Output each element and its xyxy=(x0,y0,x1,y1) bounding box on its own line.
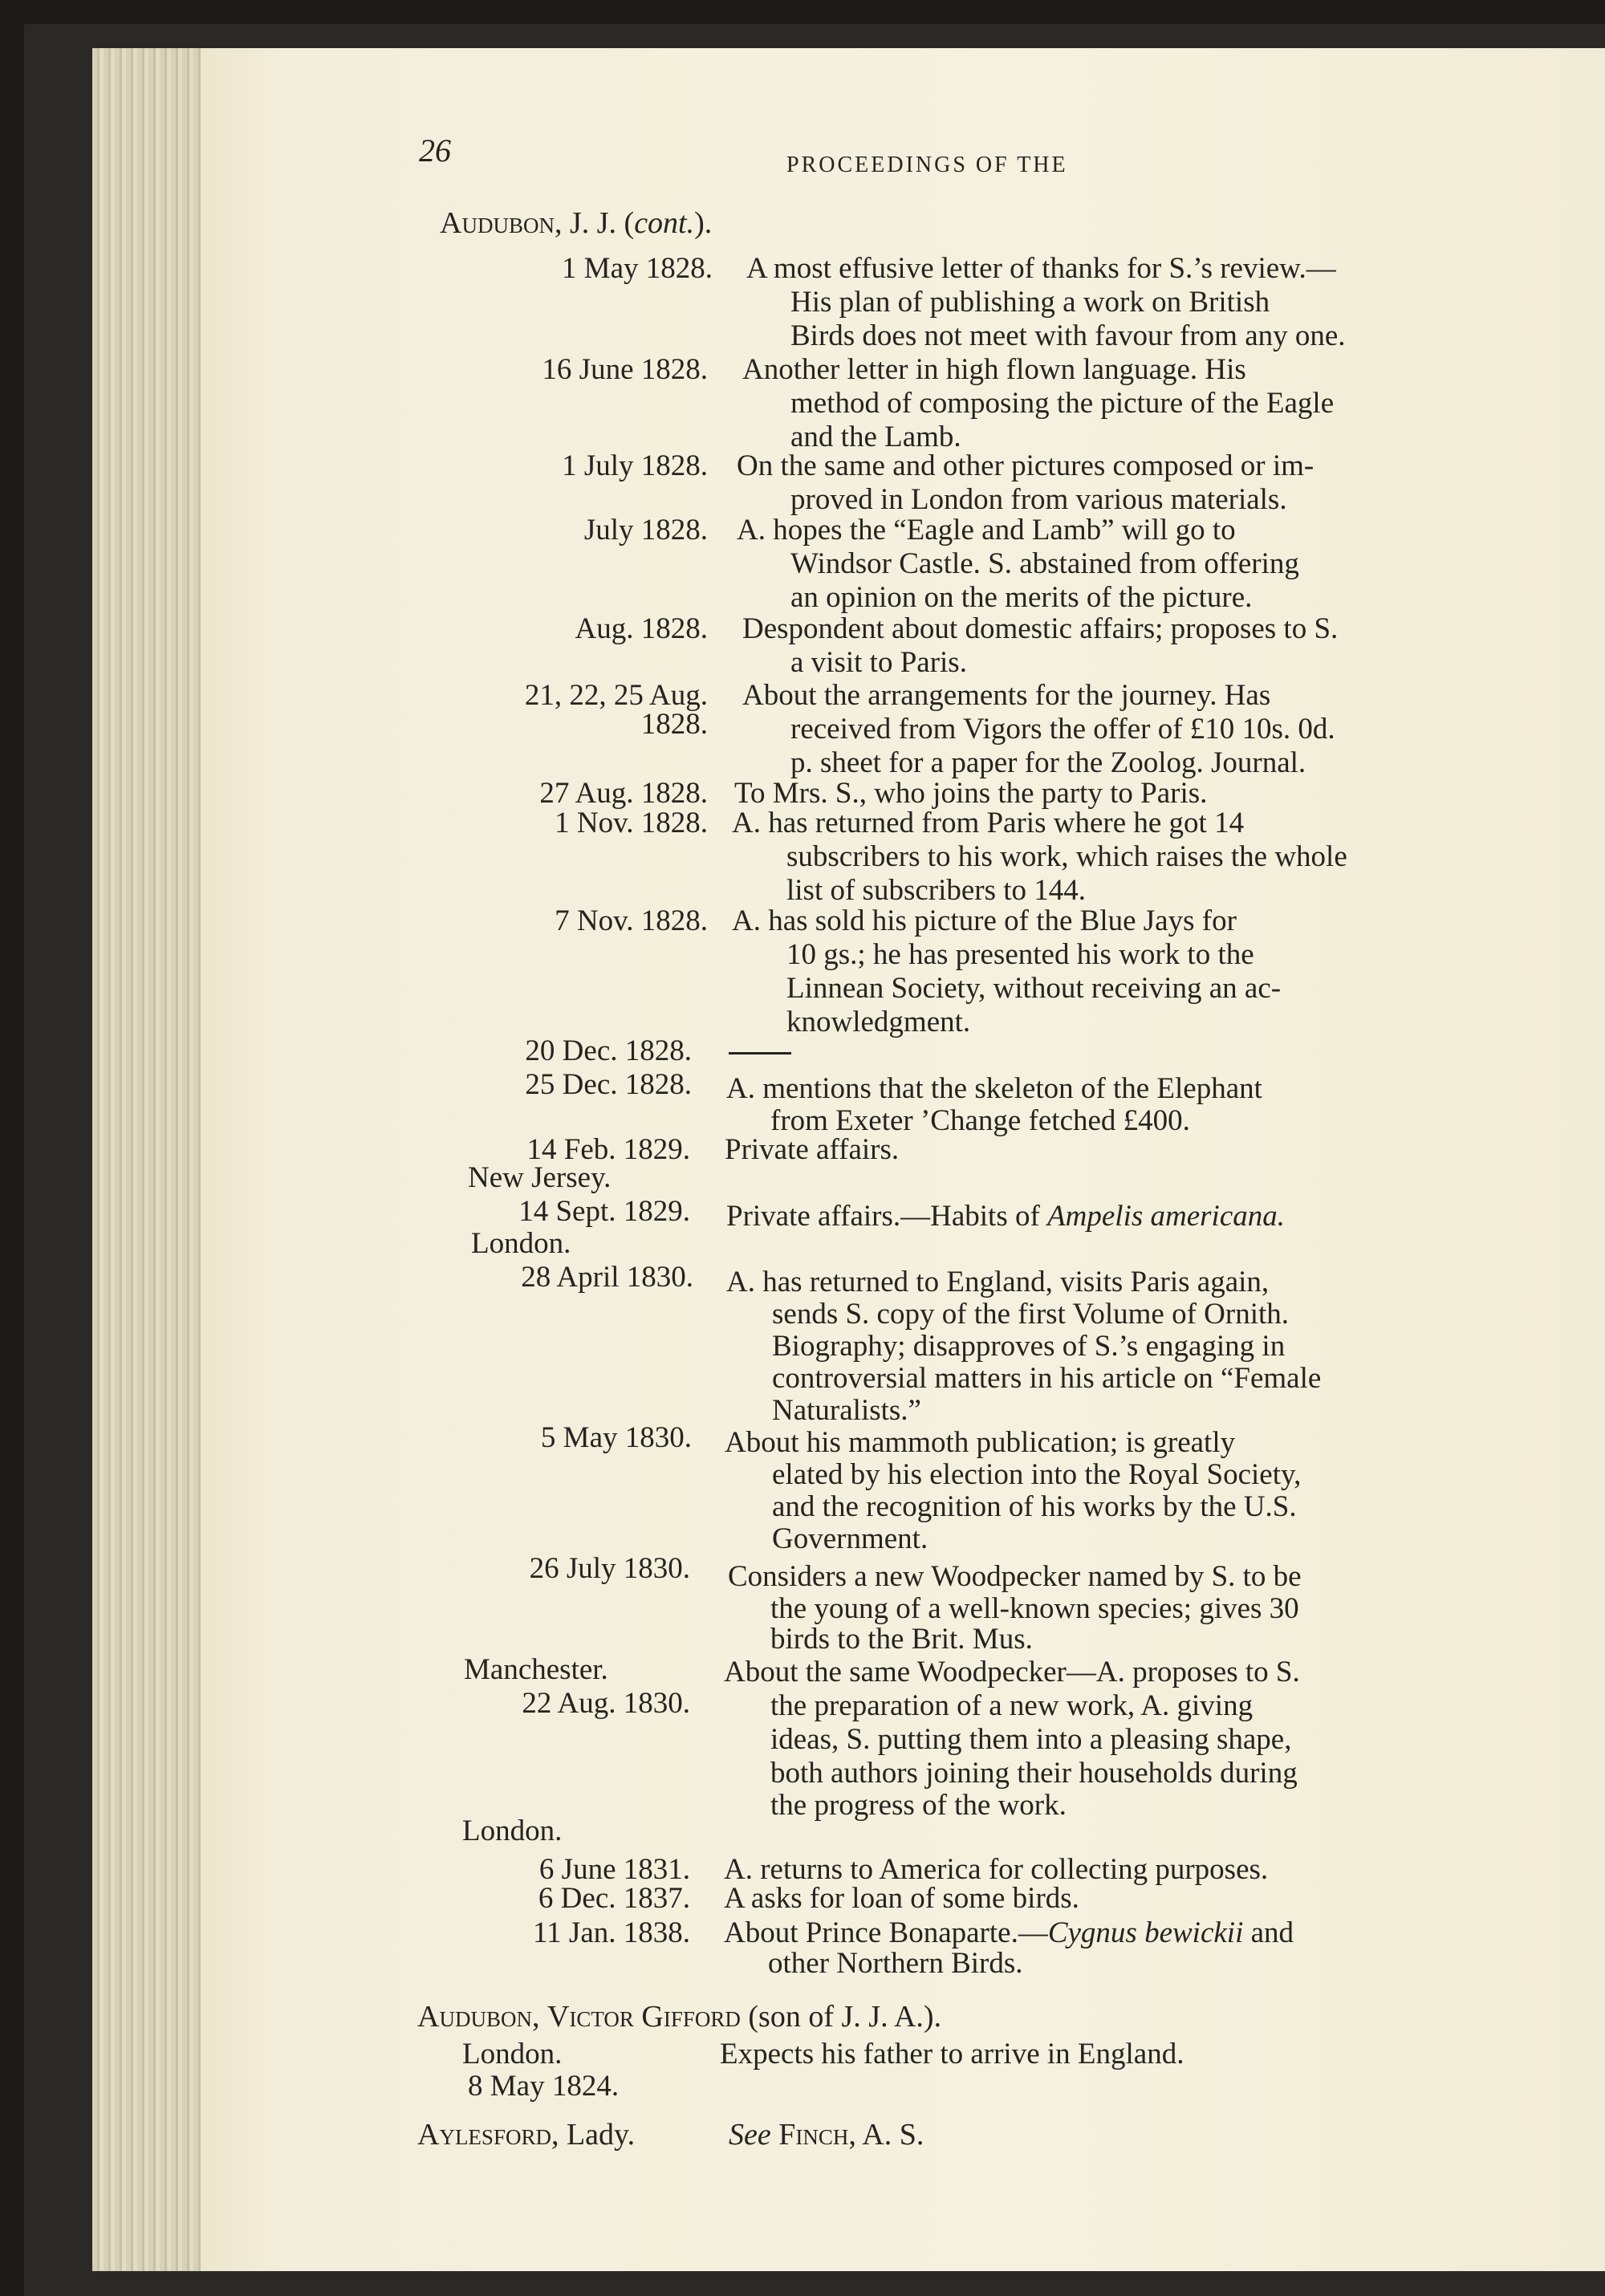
entry-place: New Jersey. xyxy=(468,1161,612,1194)
entry-text-line: and the Lamb. xyxy=(790,421,961,453)
entry-date: 14 Feb. 1829. xyxy=(526,1133,690,1166)
entry-text-line: birds to the Brit. Mus. xyxy=(770,1623,1033,1656)
entry-date: 26 July 1830. xyxy=(529,1552,690,1585)
entry-date: July 1828. xyxy=(583,514,708,547)
entry-text-line: ideas, S. putting them into a pleasing shape, xyxy=(770,1723,1292,1756)
entry-text-line: subscribers to his work, which raises the whole xyxy=(786,840,1347,873)
entry-text-line: sends S. copy of the first Volume of Ornith. xyxy=(772,1298,1290,1331)
entry-date: 27 Aug. 1828. xyxy=(539,777,708,810)
entry-date: 1 Nov. 1828. xyxy=(555,807,708,839)
entry-text-line: Windsor Castle. S. abstained from offering xyxy=(790,547,1299,580)
entry-text-line: other Northern Birds. xyxy=(768,1947,1023,1980)
entry-text-line: A. returns to America for collecting purposes. xyxy=(724,1853,1269,1886)
entry-text-line: an opinion on the merits of the picture. xyxy=(790,581,1253,614)
entry-date: 20 Dec. 1828. xyxy=(525,1034,692,1067)
entry-text-line: Expects his father to arrive in England. xyxy=(720,2038,1184,2070)
entry-text-line: A. hopes the “Eagle and Lamb” will go to xyxy=(737,514,1236,547)
entry-date: 6 June 1831. xyxy=(538,1853,690,1886)
entry-text-line: Government. xyxy=(772,1522,928,1555)
entry-text-line: elated by his election into the Royal Society, xyxy=(772,1458,1302,1491)
entry-text-line: received from Vigors the offer of £10 10s. 0d. xyxy=(790,713,1335,746)
entry-text-line: To Mrs. S., who joins the party to Paris. xyxy=(734,777,1208,810)
entry-text-line: On the same and other pictures composed or im- xyxy=(737,449,1314,482)
entry-text-line: About the same Woodpecker—A. proposes to S. xyxy=(724,1656,1300,1688)
page-number: 26 xyxy=(419,132,451,169)
section-heading-aylesford: Aylesford, Lady. xyxy=(417,2118,636,2152)
entry-text-line: Another letter in high flown language. His xyxy=(742,353,1246,386)
entry-text-line: Biography; disapproves of S.’s engaging in xyxy=(772,1330,1286,1363)
entry-date: 22 Aug. 1830. xyxy=(522,1687,690,1720)
entry-text-line: 10 gs.; he has presented his work to the xyxy=(786,938,1254,971)
entry-text-line: About Prince Bonaparte.—Cygnus bewickii and xyxy=(724,1916,1294,1949)
entry-text-line: A asks for loan of some birds. xyxy=(724,1882,1079,1915)
entry-text-line: list of subscribers to 144. xyxy=(786,874,1087,907)
entry-text-line: and the recognition of his works by the U.S. xyxy=(772,1490,1297,1523)
entry-date: 25 Dec. 1828. xyxy=(525,1068,692,1101)
entry-text-line: A. has sold his picture of the Blue Jays for xyxy=(732,904,1237,937)
entry-text-line: proved in London from various materials. xyxy=(790,483,1287,516)
entry-text-line: About his mammoth publication; is greatly xyxy=(725,1426,1236,1459)
entry-text-line: Private affairs.—Habits of Ampelis americana. xyxy=(726,1200,1285,1233)
running-head: PROCEEDINGS OF THE xyxy=(786,152,1068,177)
entry-place: London. xyxy=(471,1227,571,1260)
entry-text-line: Considers a new Woodpecker named by S. to be xyxy=(728,1560,1302,1593)
entry-text-line: controversial matters in his article on “Female xyxy=(772,1362,1322,1395)
entry-text-line: A. has returned from Paris where he got 14 xyxy=(732,807,1245,839)
entry-date: 5 May 1830. xyxy=(540,1421,692,1454)
entry-date: Aug. 1828. xyxy=(575,612,708,645)
entry-text-line: method of composing the picture of the Eagle xyxy=(790,387,1335,420)
cross-reference: See Finch, A. S. xyxy=(729,2118,924,2152)
entry-text-line: A most effusive letter of thanks for S.’s review.— xyxy=(746,252,1336,285)
entry-text-line: Naturalists.” xyxy=(772,1394,921,1427)
entry-text-line: Birds does not meet with favour from any one. xyxy=(790,319,1346,352)
entry-text-line: A. has returned to England, visits Paris again, xyxy=(726,1266,1270,1298)
entry-text-line: the progress of the work. xyxy=(770,1789,1067,1822)
entry-text-line: About the arrangements for the journey. Has xyxy=(742,679,1271,712)
entry-text-line: knowledgment. xyxy=(786,1006,971,1038)
section-heading-audubon-victor: Audubon, Victor Gifford (son of J. J. A.). xyxy=(417,2000,942,2034)
entry-text-line: the young of a well-known species; gives 30 xyxy=(770,1592,1299,1625)
entry-place: London. xyxy=(462,2038,563,2070)
entry-date: 8 May 1824. xyxy=(468,2070,620,2103)
entry-date: 28 April 1830. xyxy=(521,1261,693,1294)
section-heading-audubon-jj: Audubon, J. J. (cont.). xyxy=(440,206,713,240)
entry-text-line: Despondent about domestic affairs; proposes to S. xyxy=(742,612,1339,645)
entry-place: London. xyxy=(462,1814,563,1847)
entry-text-line: p. sheet for a paper for the Zoolog. Journal. xyxy=(790,746,1306,779)
entry-date: 14 Sept. 1829. xyxy=(518,1195,690,1228)
entry-place: Manchester. xyxy=(464,1653,608,1686)
entry-text-line: Linnean Society, without receiving an ac- xyxy=(786,972,1282,1005)
entry-text-line: A. mentions that the skeleton of the Elephant xyxy=(726,1072,1262,1105)
entry-text-line: His plan of publishing a work on British xyxy=(790,286,1270,319)
entry-text-line: Private affairs. xyxy=(725,1133,900,1166)
entry-date: 1 May 1828. xyxy=(561,252,713,285)
ditto-dash xyxy=(729,1035,791,1067)
entry-date: 21, 22, 25 Aug. xyxy=(524,679,708,712)
entry-date: 11 Jan. 1838. xyxy=(533,1916,690,1949)
entry-text-line: the preparation of a new work, A. giving xyxy=(770,1689,1254,1722)
entry-date: 1 July 1828. xyxy=(562,449,708,482)
entry-text-line: both authors joining their households during xyxy=(770,1757,1298,1790)
entry-text-line: a visit to Paris. xyxy=(790,646,967,679)
entry-date-continued: 1828. xyxy=(640,708,708,741)
entry-date: 16 June 1828. xyxy=(542,353,708,386)
entry-date: 6 Dec. 1837. xyxy=(538,1882,690,1915)
entry-text-line: from Exeter ’Change fetched £400. xyxy=(770,1104,1190,1137)
entry-date: 7 Nov. 1828. xyxy=(555,904,708,937)
